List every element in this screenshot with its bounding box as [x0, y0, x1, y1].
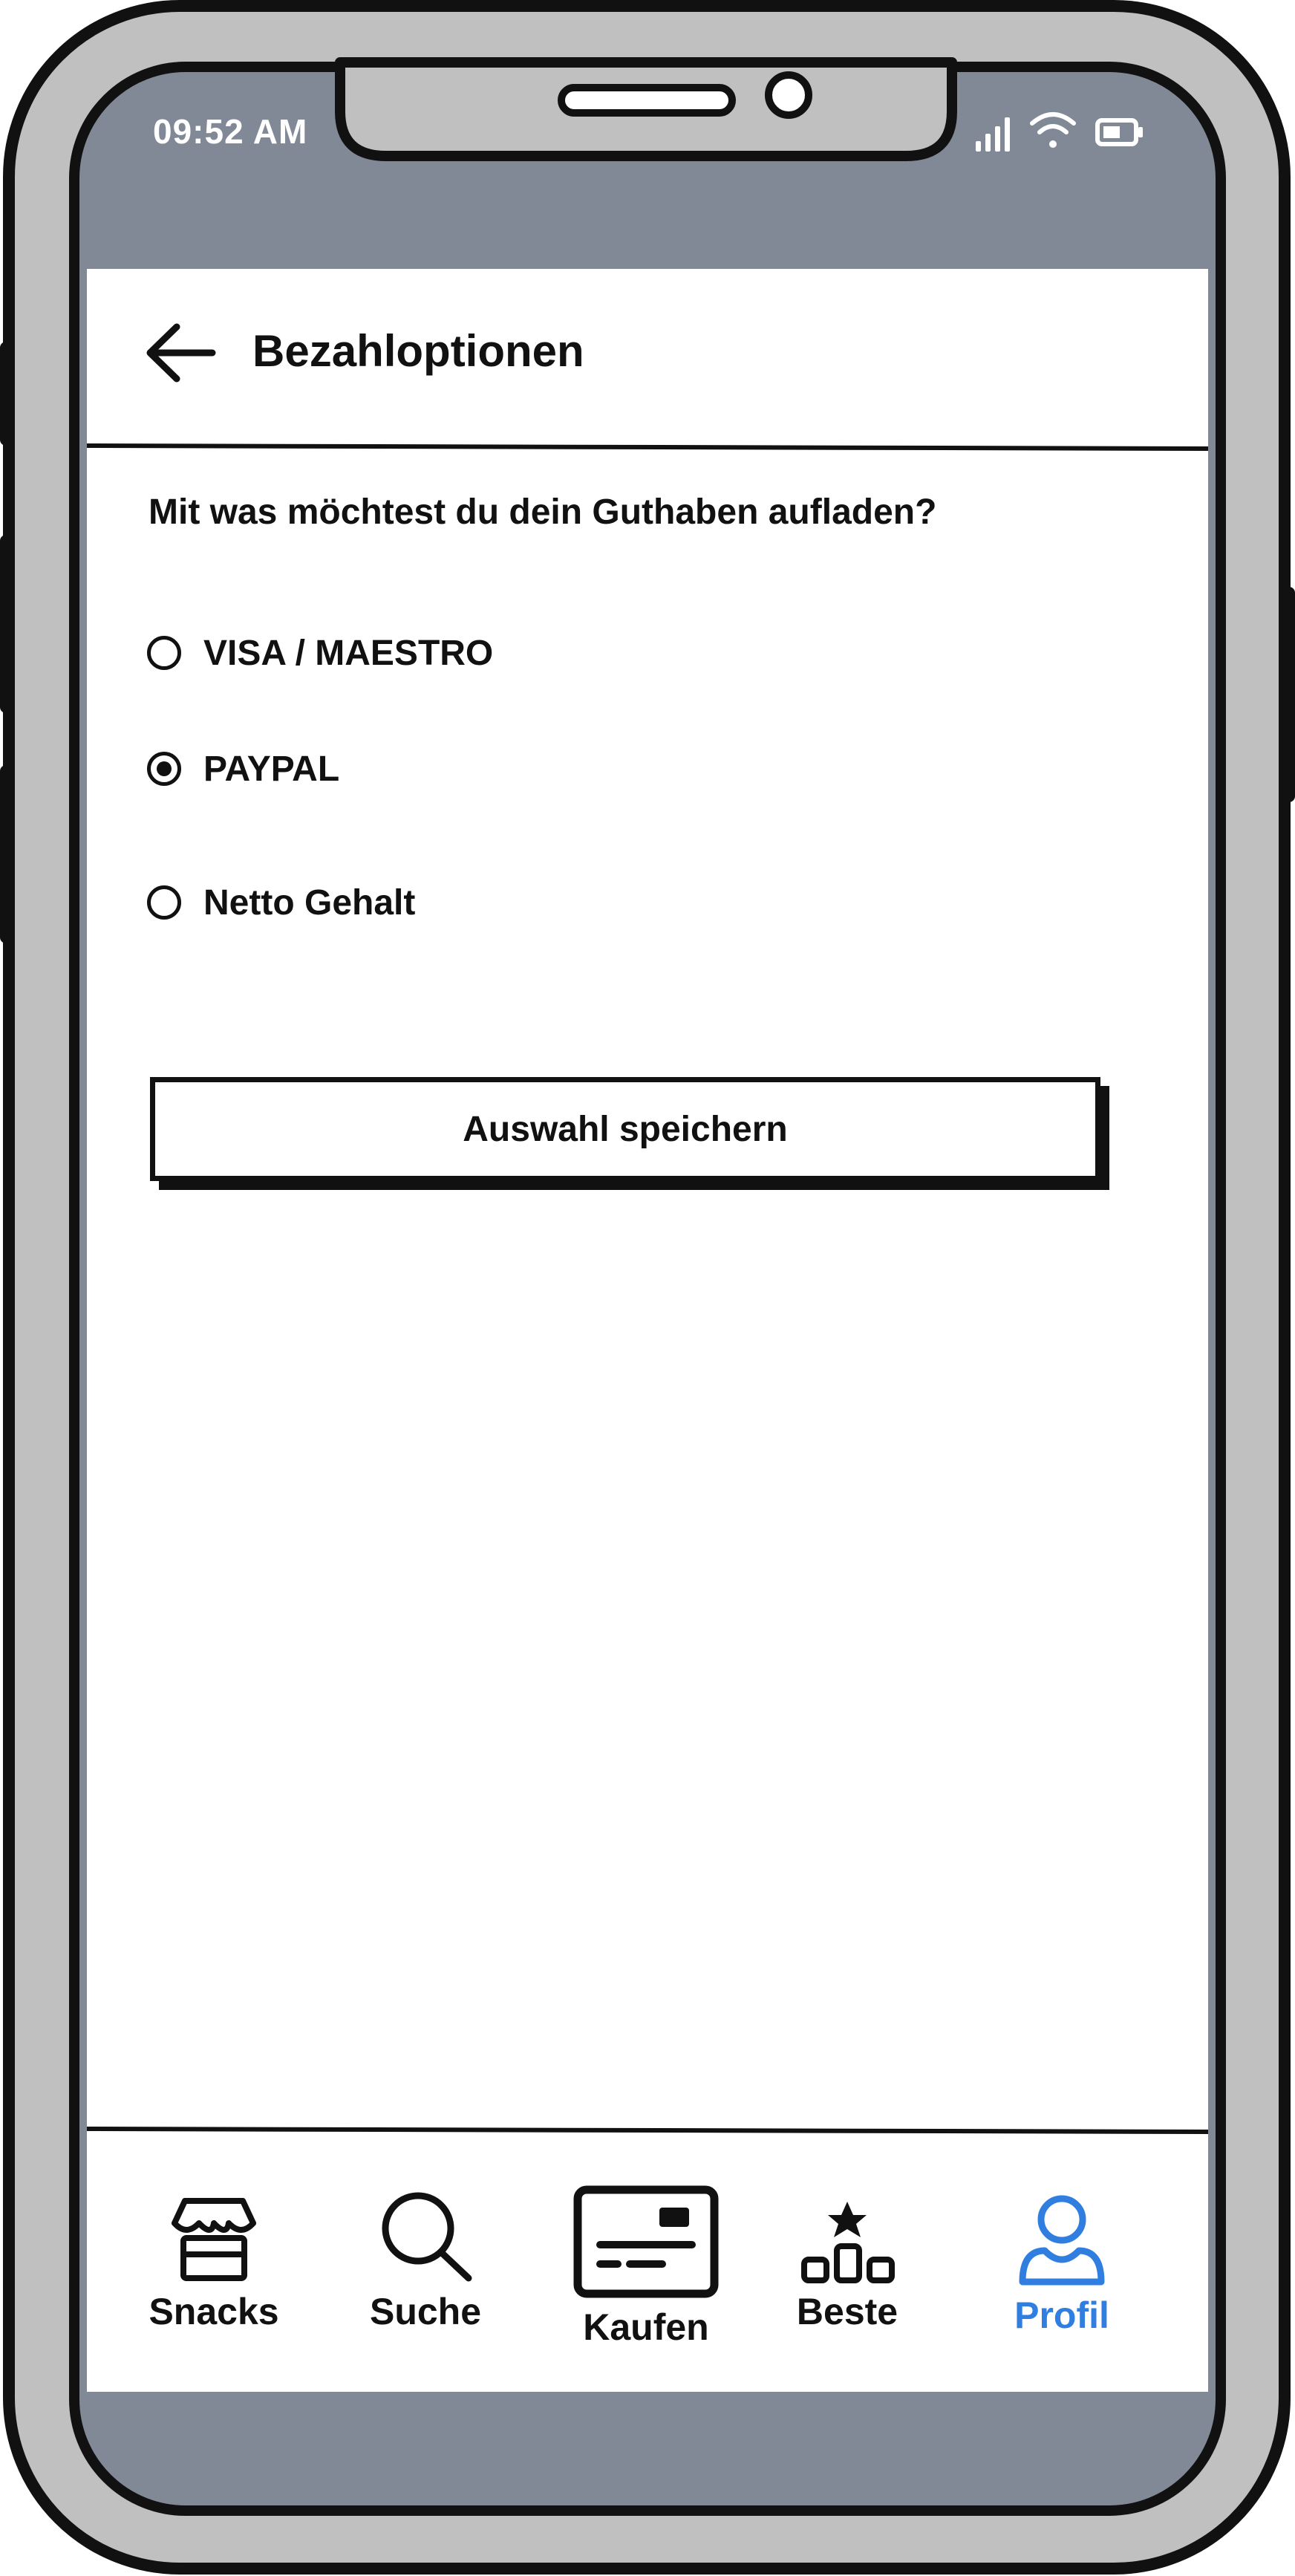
radio-circle-selected[interactable] — [147, 752, 181, 786]
status-time: 09:52 AM — [153, 112, 308, 151]
speaker-slot — [561, 88, 732, 113]
user-icon — [1014, 2191, 1110, 2288]
save-selection-button[interactable]: Auswahl speichern — [150, 1077, 1100, 1181]
nav-divider — [87, 2129, 1208, 2132]
radio-label: VISA / MAESTRO — [203, 633, 494, 673]
search-icon — [374, 2188, 477, 2284]
side-button-left-low — [0, 765, 13, 943]
radio-option-paypal[interactable] — [147, 743, 339, 795]
nav-label: Profil — [1014, 2294, 1109, 2336]
nav-item-kaufen[interactable] — [572, 2185, 720, 2349]
nav-label: Beste — [796, 2291, 898, 2332]
nav-item-beste[interactable] — [792, 2199, 903, 2333]
page-title: Bezahloptionen — [252, 326, 584, 376]
signal-icon — [976, 117, 1010, 152]
nav-label: Snacks — [149, 2291, 279, 2332]
battery-icon — [1097, 120, 1143, 144]
question-text: Mit was möchtest du dein Guthaben aufladen? — [149, 492, 937, 532]
nav-item-snacks[interactable] — [146, 2195, 282, 2333]
screen-content — [87, 269, 1208, 2392]
header-divider — [87, 446, 1208, 449]
card-icon — [573, 2185, 719, 2300]
front-camera — [769, 75, 809, 115]
radio-label: Netto Gehalt — [203, 882, 416, 923]
radio-circle[interactable] — [147, 636, 181, 670]
podium-star-icon — [795, 2199, 899, 2284]
wifi-icon — [1032, 114, 1074, 148]
nav-item-suche[interactable] — [362, 2188, 489, 2333]
nav-label: Suche — [369, 2291, 482, 2332]
radio-label: PAYPAL — [203, 749, 340, 789]
side-button-left-top — [0, 342, 13, 446]
storefront-icon — [166, 2195, 262, 2284]
status-icons — [965, 104, 1188, 156]
nav-label: Kaufen — [583, 2306, 709, 2348]
radio-option-netto-gehalt[interactable] — [147, 876, 415, 928]
back-button[interactable] — [141, 312, 223, 394]
side-button-right — [1282, 587, 1295, 802]
radio-option-visa-maestro[interactable] — [147, 627, 493, 679]
radio-circle[interactable] — [147, 885, 181, 920]
arrow-left-icon — [141, 312, 223, 394]
side-button-left-mid — [0, 535, 13, 713]
nav-item-profil[interactable] — [1006, 2191, 1118, 2337]
